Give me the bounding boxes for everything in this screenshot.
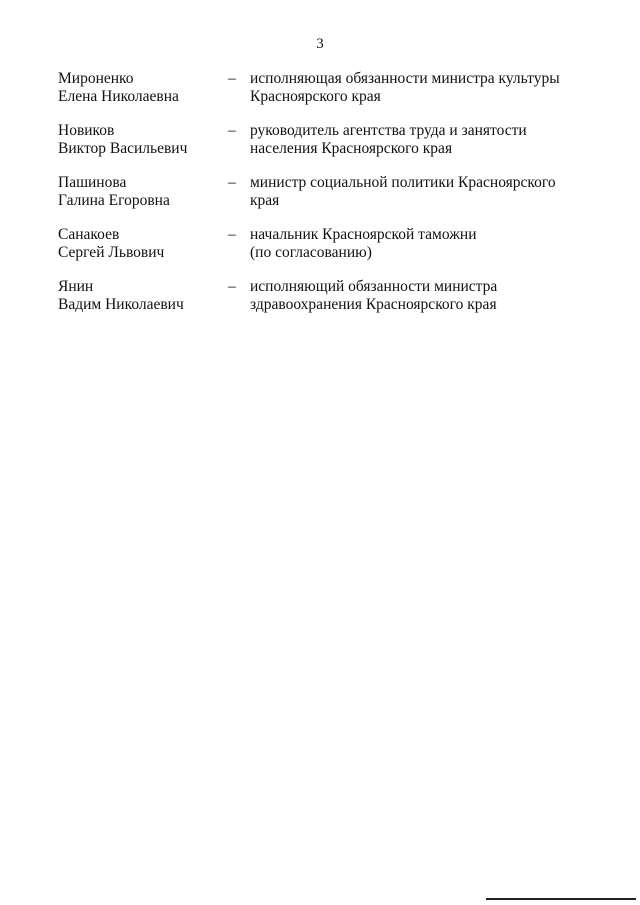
member-role [250,70,598,106]
member-role-line: Красноярского края [250,88,381,105]
member-role [250,278,598,314]
member-surname: Новиков [58,122,115,139]
member-role [250,122,598,158]
member-entry [58,122,598,158]
member-surname: Пашинова [58,174,127,191]
member-role-line: министр социальной политики Красноярского [250,174,556,191]
dash-separator: – [228,174,236,191]
member-given-names: Елена Николаевна [58,88,179,105]
member-role-line: начальник Красноярской таможни [250,226,477,243]
member-role-line: края [250,192,280,209]
member-role-line: (по согласованию) [250,244,372,261]
member-name [58,226,228,262]
member-role-line: исполняющая обязанности министра культуры [250,70,560,87]
member-name [58,174,228,210]
member-entry [58,174,598,210]
member-surname: Янин [58,278,94,295]
member-given-names: Галина Егоровна [58,192,170,209]
member-name [58,278,228,314]
member-given-names: Виктор Васильевич [58,140,188,157]
dash-separator: – [228,70,236,87]
dash-separator: – [228,278,236,295]
member-entry [58,70,598,106]
dash-separator: – [228,226,236,243]
member-surname: Санакоев [58,226,120,243]
bottom-rule-divider [486,898,636,900]
member-role-line: здравоохранения Красноярского края [250,296,497,313]
member-name [58,122,228,158]
page-number: 3 [316,36,324,52]
member-given-names: Вадим Николаевич [58,296,184,313]
dash-separator: – [228,122,236,139]
member-entry [58,278,598,314]
member-role-line: руководитель агентства труда и занятости [250,122,527,139]
member-given-names: Сергей Львович [58,244,165,261]
member-name [58,70,228,106]
member-entry [58,226,598,262]
member-list [58,70,598,330]
member-role-line: населения Красноярского края [250,140,453,157]
member-surname: Мироненко [58,70,134,87]
member-role [250,226,598,262]
member-role [250,174,598,210]
member-role-line: исполняющий обязанности министра [250,278,498,295]
